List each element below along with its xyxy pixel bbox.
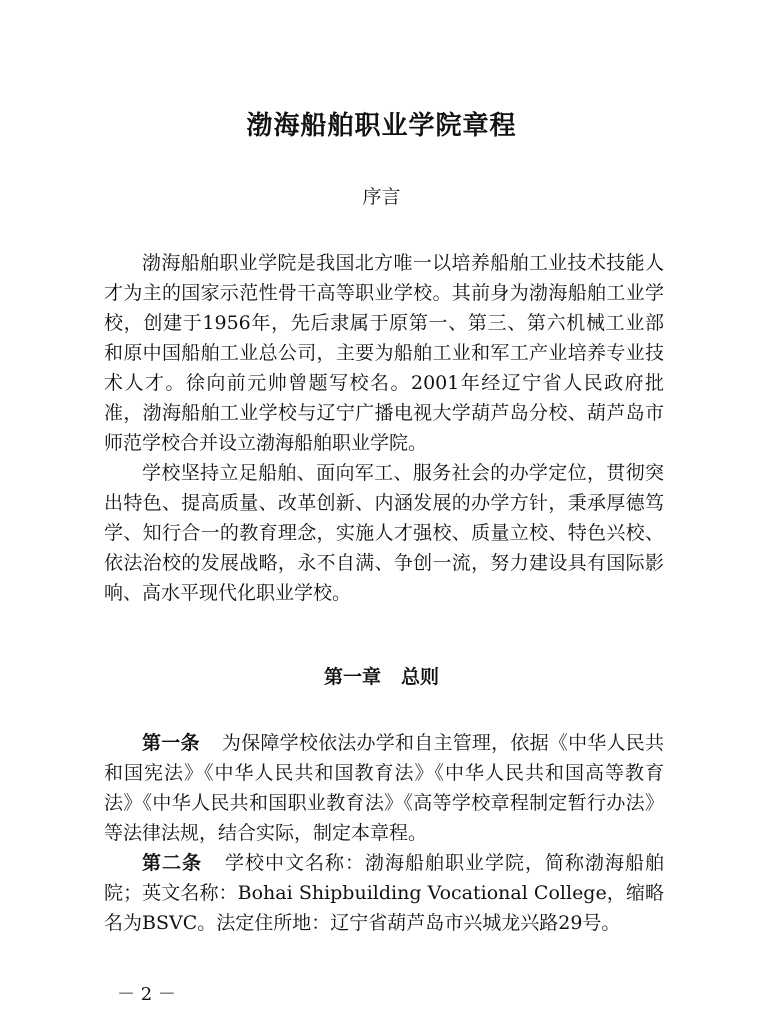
article (104, 728, 664, 848)
page-number: － 2 － (117, 984, 176, 1005)
chapter-body (104, 728, 664, 938)
article-label: 第一条 (142, 732, 200, 754)
article-text: 学校中文名称：渤海船舶职业学院，简称渤海船舶院；英文名称：Bohai Shipbuilding Vocational College，缩略名为BSVC。法定住所地：辽宁省葫芦岛市兴城龙兴路29号。 (104, 852, 664, 934)
chapter-name: 总则 (401, 666, 440, 688)
preface-body (104, 248, 664, 608)
article-label: 第二条 (142, 852, 202, 874)
preface-paragraph: 学校坚持立足船舶、面向军工、服务社会的办学定位，贯彻突出特色、提高质量、改革创新、内涵发展的办学方针，秉承厚德笃学、知行合一的教育理念，实施人才强校、质量立校、特色兴校、依法治校的发展战略，永不自满、争创一流，努力建设具有国际影响、高水平现代化职业学校。 (104, 462, 664, 604)
article (104, 848, 664, 938)
article-text: 为保障学校依法办学和自主管理，依据《中华人民共和国宪法》《中华人民共和国教育法》《中华人民共和国高等教育法》《中华人民共和国职业教育法》《高等学校章程制定暂行办法》等法律法规，结合实际，制定本章程。 (104, 732, 664, 844)
preface-paragraph: 渤海船舶职业学院是我国北方唯一以培养船舶工业技术技能人才为主的国家示范性骨干高等职业学校。其前身为渤海船舶工业学校，创建于1956年，先后隶属于原第一、第三、第六机械工业部和原中国船舶工业总公司，主要为船舶工业和军工产业培养专业技术人才。徐向前元帅曾题写校名。2001年经辽宁省人民政府批准，渤海船舶工业学校与辽宁广播电视大学葫芦岛分校、葫芦岛市师范学校合并设立渤海船舶职业学院。 (104, 252, 664, 454)
document-title: 渤海船舶职业学院章程 (246, 111, 517, 141)
chapter-heading (0, 662, 763, 692)
preface-heading: 序言 (362, 186, 401, 208)
chapter-number: 第一章 (323, 666, 381, 688)
